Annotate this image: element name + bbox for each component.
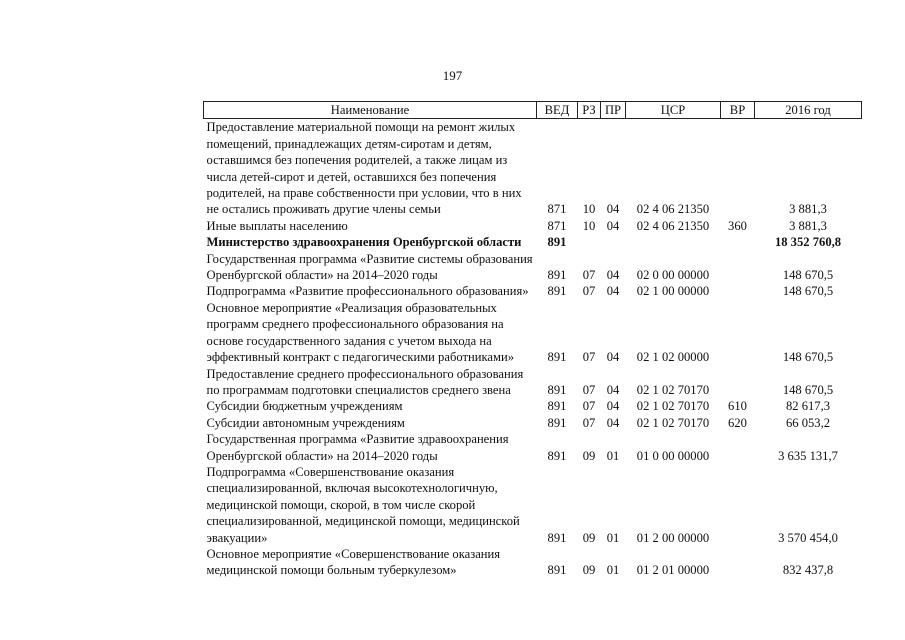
row-name-line: Субсидии бюджетным учреждениям <box>206 399 403 414</box>
row-amount: 148 670,5 <box>782 382 834 397</box>
row-amount: 3 635 131,7 <box>778 448 838 463</box>
row-name <box>204 546 537 579</box>
row-name <box>204 398 537 414</box>
row-pr: 04 <box>606 218 620 233</box>
header-name: Наименование <box>204 102 537 119</box>
row-name-line: по программам подготовки специалистов среднего звена <box>206 382 511 397</box>
table-row <box>204 218 862 234</box>
row-name <box>204 283 537 299</box>
row-name-line: медицинской помощи, скорой, в том числе скорой <box>206 497 476 512</box>
row-pr: 04 <box>606 284 620 299</box>
header-ved: ВЕД <box>537 102 578 119</box>
row-csr: 02 4 06 21350 <box>636 202 710 217</box>
row-name-line: Основное мероприятие «Реализация образовательных <box>206 300 497 315</box>
row-ved: 871 <box>547 218 567 233</box>
row-rz: 07 <box>582 268 596 283</box>
row-amount: 3 881,3 <box>789 218 827 233</box>
row-vr <box>721 283 755 299</box>
table-row <box>204 366 862 399</box>
table-row <box>204 283 862 299</box>
row-name-line: родителей, на праве собственности при условии, что в них <box>206 186 522 201</box>
row-name-line: Государственная программа «Развитие здравоохранения <box>206 432 509 447</box>
row-csr: 02 0 00 00000 <box>636 268 710 283</box>
row-csr: 02 1 00 00000 <box>636 284 710 299</box>
row-name-line: не остались проживать другие члены семьи <box>206 202 441 217</box>
row-rz: 07 <box>582 284 596 299</box>
row-rz <box>578 234 601 250</box>
row-name-line: оставшимся без попечения родителей, а также лицам из <box>206 153 508 168</box>
row-ved: 891 <box>547 235 567 250</box>
row-amount: 148 670,5 <box>782 350 834 365</box>
row-rz: 07 <box>582 399 596 414</box>
header-year: 2016 год <box>755 102 862 119</box>
row-name <box>204 218 537 234</box>
header-vr: ВР <box>721 102 755 119</box>
row-rz: 07 <box>582 382 596 397</box>
row-pr: 01 <box>606 530 620 545</box>
row-name-line: эффективный контракт с педагогическими работниками» <box>206 350 514 365</box>
table-row <box>204 251 862 284</box>
row-amount: 3 570 454,0 <box>778 530 838 545</box>
row-pr: 04 <box>606 382 620 397</box>
table-row <box>204 119 862 218</box>
row-name <box>204 431 537 464</box>
row-name-line: Субсидии автономным учреждениям <box>206 415 405 430</box>
table-row <box>204 431 862 464</box>
table-row <box>204 234 862 250</box>
row-amount: 3 881,3 <box>789 202 827 217</box>
row-ved: 891 <box>547 382 567 397</box>
row-amount: 66 053,2 <box>785 415 831 430</box>
row-name-line: Иные выплаты населению <box>206 218 348 233</box>
header-csr: ЦСР <box>626 102 721 119</box>
row-ved: 891 <box>547 350 567 365</box>
row-rz: 09 <box>582 530 596 545</box>
table-row <box>204 415 862 431</box>
header-rz: РЗ <box>578 102 601 119</box>
row-ved: 891 <box>547 530 567 545</box>
table-row <box>204 398 862 414</box>
row-csr: 02 1 02 70170 <box>636 415 710 430</box>
row-name <box>204 415 537 431</box>
row-ved: 891 <box>547 563 567 578</box>
row-rz: 07 <box>582 350 596 365</box>
row-amount: 18 352 760,8 <box>774 235 842 250</box>
row-vr <box>721 300 755 366</box>
row-pr: 04 <box>606 350 620 365</box>
row-vr <box>721 464 755 546</box>
row-vr <box>721 234 755 250</box>
row-csr: 01 2 00 00000 <box>636 530 710 545</box>
row-name <box>204 464 537 546</box>
page-number: 197 <box>442 68 463 83</box>
row-name <box>204 119 537 218</box>
table-row <box>204 546 862 579</box>
row-name-line: Государственная программа «Развитие системы образования <box>206 251 533 266</box>
row-name-line: эвакуации» <box>206 530 268 545</box>
row-name-line: медицинской помощи больным туберкулезом» <box>206 563 457 578</box>
row-csr: 02 4 06 21350 <box>636 218 710 233</box>
row-name-line: Оренбургской области» на 2014–2020 годы <box>206 448 438 463</box>
row-vr <box>721 119 755 218</box>
table-header-row <box>204 102 862 119</box>
row-csr: 02 1 02 70170 <box>636 399 710 414</box>
row-name-line: Предоставление среднего профессионального образования <box>206 366 524 381</box>
row-pr: 04 <box>606 202 620 217</box>
header-pr: ПР <box>601 102 626 119</box>
row-csr <box>626 234 721 250</box>
row-ved: 891 <box>547 399 567 414</box>
row-rz: 09 <box>582 448 596 463</box>
row-rz: 07 <box>582 415 596 430</box>
row-pr: 01 <box>606 448 620 463</box>
row-name-line: Основное мероприятие «Совершенствование оказания <box>206 546 501 561</box>
row-pr: 04 <box>606 415 620 430</box>
row-vr: 610 <box>728 399 747 414</box>
row-name-line: числа детей-сирот и детей, оставшихся без попечения <box>206 169 497 184</box>
table-body <box>204 119 862 579</box>
row-vr <box>721 366 755 399</box>
row-csr: 02 1 02 70170 <box>636 382 710 397</box>
row-vr <box>721 546 755 579</box>
row-name-line: специализированной, включая высокотехнологичную, <box>206 481 498 496</box>
row-name-line: Оренбургской области» на 2014–2020 годы <box>206 268 438 283</box>
row-ved: 891 <box>547 448 567 463</box>
row-name-line: помещений, принадлежащих детям-сиротам и детям, <box>206 136 492 151</box>
row-pr <box>601 234 626 250</box>
row-ved: 891 <box>547 284 567 299</box>
row-csr: 01 0 00 00000 <box>636 448 710 463</box>
row-ved: 871 <box>547 202 567 217</box>
row-pr: 04 <box>606 268 620 283</box>
row-name-line: Предоставление материальной помощи на ремонт жилых <box>206 120 516 135</box>
row-vr: 360 <box>728 218 747 233</box>
row-csr: 01 2 01 00000 <box>636 563 710 578</box>
row-ved: 891 <box>547 268 567 283</box>
row-name-line: Министерство здравоохранения Оренбургской области <box>206 235 522 250</box>
row-pr: 01 <box>606 563 620 578</box>
row-rz: 10 <box>582 202 596 217</box>
row-vr <box>721 251 755 284</box>
row-amount: 832 437,8 <box>782 563 834 578</box>
row-amount: 148 670,5 <box>782 284 834 299</box>
row-vr: 620 <box>728 415 747 430</box>
row-name <box>204 300 537 366</box>
row-name <box>204 366 537 399</box>
row-name-line: Подпрограмма «Совершенствование оказания <box>206 464 455 479</box>
row-vr <box>721 431 755 464</box>
row-pr: 04 <box>606 399 620 414</box>
row-name-line: специализированной, медицинской помощи, медицинской <box>206 514 520 529</box>
row-amount: 148 670,5 <box>782 268 834 283</box>
table-row <box>204 300 862 366</box>
row-ved: 891 <box>547 415 567 430</box>
row-amount: 82 617,3 <box>785 399 831 414</box>
row-csr: 02 1 02 00000 <box>636 350 710 365</box>
row-rz: 10 <box>582 218 596 233</box>
table-row <box>204 464 862 546</box>
row-name-line: основе государственного задания с учетом выхода на <box>206 333 492 348</box>
row-name-line: Подпрограмма «Развитие профессионального образования» <box>206 284 529 299</box>
budget-table <box>203 101 862 579</box>
row-name-line: программ среднего профессионального образования на <box>206 317 504 332</box>
row-name <box>204 234 537 250</box>
row-rz: 09 <box>582 563 596 578</box>
row-name <box>204 251 537 284</box>
